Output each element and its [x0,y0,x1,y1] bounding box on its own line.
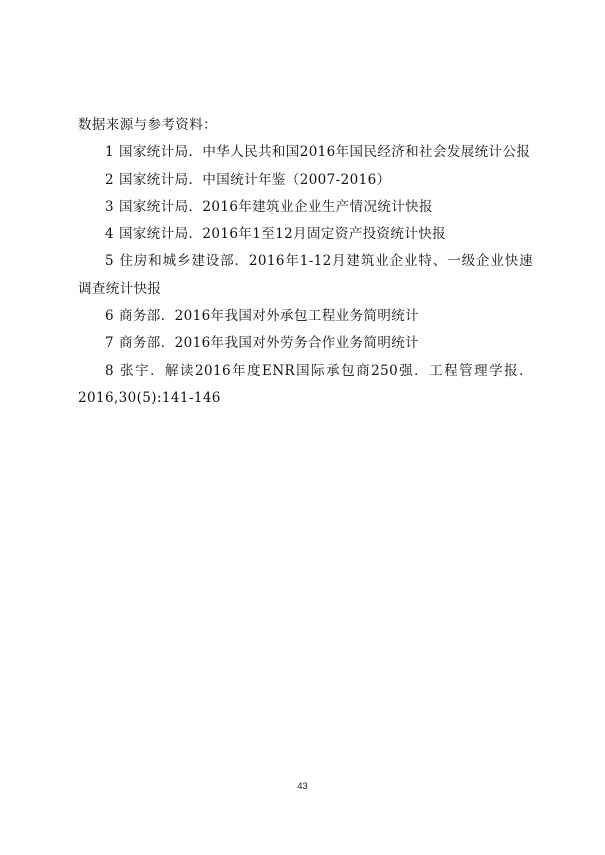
reference-number: 1 [105,144,114,161]
reference-text: 商务部．2016年我国对外承包工程业务简明统计 [119,308,420,325]
reference-number: 5 [105,253,114,270]
reference-item [78,303,533,330]
reference-number: 2 [105,171,114,188]
reference-text: 国家统计局．中国统计年鉴（2007-2016） [119,171,391,188]
reference-text: 国家统计局．中华人民共和国2016年国民经济和社会发展统计公报 [119,144,531,161]
reference-text: 商务部．2016年我国对外劳务合作业务简明统计 [119,335,420,352]
reference-list [78,139,533,412]
reference-item [78,167,533,194]
section-heading: 数据来源与参考资料： [78,117,217,133]
page-number: 43 [297,781,308,792]
references-section [78,112,533,412]
reference-number: 8 [105,362,114,379]
reference-item [78,330,533,357]
reference-text: 张宇．解读2016年度ENR国际承包商250强．工程管理学报．2016,30(5):141-146 [78,362,533,406]
reference-number: 6 [105,308,114,325]
reference-item [78,139,533,166]
reference-text: 国家统计局．2016年建筑业企业生产情况统计快报 [119,198,433,215]
reference-item [78,248,533,303]
reference-text: 住房和城乡建设部．2016年1-12月建筑业企业特、一级企业快速调查统计快报 [78,253,533,297]
reference-number: 4 [105,226,114,243]
reference-number: 7 [105,335,114,352]
reference-number: 3 [105,198,114,215]
reference-item [78,221,533,248]
reference-text: 国家统计局．2016年1至12月固定资产投资统计快报 [119,226,447,243]
reference-item [78,358,533,413]
reference-item [78,194,533,221]
